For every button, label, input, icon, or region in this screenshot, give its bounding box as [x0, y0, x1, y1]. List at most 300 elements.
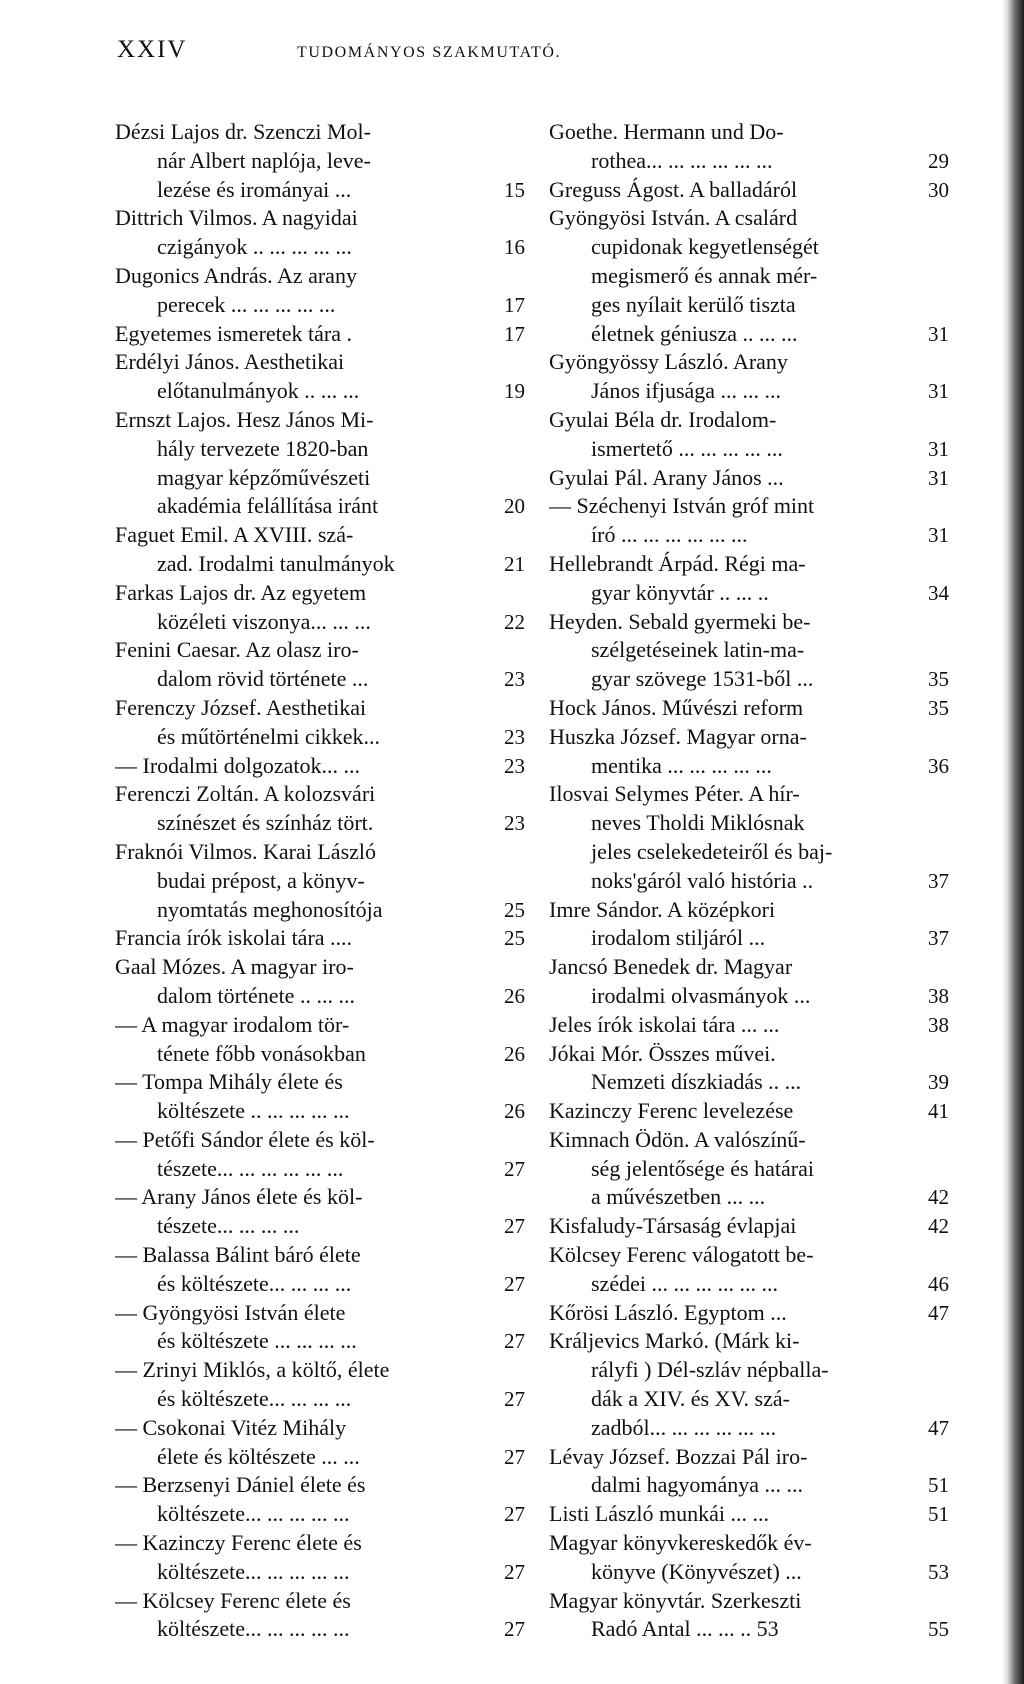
index-entry-text: noks'gáról való história ..	[591, 867, 814, 893]
index-entry-text: Jeles írók iskolai tára ... ...	[549, 1011, 780, 1037]
index-entry-line	[115, 1385, 525, 1414]
index-entry	[549, 118, 949, 176]
index-entry	[115, 924, 525, 953]
page-reference: 19	[504, 379, 525, 404]
index-entry-line	[115, 780, 525, 809]
index-entry	[549, 1097, 949, 1126]
index-entry-line	[549, 636, 949, 665]
page-reference: 51	[928, 1502, 949, 1527]
index-entry-line	[115, 1558, 525, 1587]
index-entry	[549, 492, 949, 550]
index-entry	[115, 1414, 525, 1472]
page-reference: 37	[928, 868, 949, 893]
page-reference: 25	[504, 897, 525, 922]
index-entry-line	[549, 608, 949, 637]
index-entry-line	[115, 1068, 525, 1097]
index-entry-text: Králjevics Markó. (Márk ki-	[549, 1328, 800, 1354]
index-entry	[115, 1068, 525, 1126]
index-entry	[115, 521, 525, 579]
index-entry	[549, 204, 949, 348]
index-entry-text: ség jelentősége és határai	[591, 1155, 814, 1181]
index-entry-text: gyar könyvtár .. ... ..	[591, 579, 769, 605]
index-entry-line	[115, 291, 525, 320]
index-entry	[115, 780, 525, 838]
index-entry-text: költészete... ... ... ... ...	[157, 1501, 350, 1527]
index-entry-text: Hellebrandt Árpád. Régi ma-	[549, 550, 806, 576]
index-entry	[115, 953, 525, 1011]
index-entry-line	[115, 1011, 525, 1040]
index-entry-text: Jancsó Benedek dr. Magyar	[549, 954, 793, 980]
index-entry-text: Hock János. Művészi reform	[549, 694, 804, 720]
index-entry	[115, 320, 525, 349]
index-entry-line	[115, 809, 525, 838]
index-entry-text: magyar képzőművészeti	[157, 464, 371, 490]
page-reference: 31	[928, 523, 949, 548]
index-entry-line	[549, 1040, 949, 1069]
page-reference: 37	[928, 926, 949, 951]
index-entry-text: akadémia felállítása iránt	[157, 493, 379, 519]
index-entry-text: életnek géniusza .. ... ...	[591, 320, 798, 346]
index-entry-line	[115, 377, 525, 406]
index-entry	[115, 694, 525, 752]
page-reference: 46	[928, 1271, 949, 1296]
index-entry-line	[549, 204, 949, 233]
page-reference: 26	[504, 1099, 525, 1124]
page-reference: 23	[504, 811, 525, 836]
index-entry-line	[115, 867, 525, 896]
index-entry-line	[549, 579, 949, 608]
index-entry-text: tészete... ... ... ... ... ...	[157, 1155, 344, 1181]
index-entry	[549, 608, 949, 694]
index-entry-text: megismerő és annak mér-	[591, 262, 818, 288]
index-entry	[549, 1299, 949, 1328]
index-entry-text: — Petőfi Sándor élete és köl-	[115, 1126, 375, 1152]
index-entry-line	[549, 1587, 949, 1616]
index-entry-text: Kölcsey Ferenc válogatott be-	[549, 1242, 814, 1268]
index-entry	[115, 1241, 525, 1299]
index-entry	[115, 838, 525, 924]
index-entry-line	[115, 1471, 525, 1500]
page-reference: 21	[504, 551, 525, 576]
page-reference: 35	[928, 667, 949, 692]
index-entry-text: Magyar könyvkereskedők év-	[549, 1530, 812, 1556]
index-entry-line	[115, 118, 525, 147]
index-entry-line	[115, 982, 525, 1011]
index-column-left	[115, 118, 525, 1644]
index-entry-text: Francia írók iskolai tára ....	[115, 925, 353, 951]
index-entry-line	[115, 1356, 525, 1385]
index-entry-text: nyomtatás meghonosítója	[157, 896, 383, 922]
index-entry-text: Nemzeti díszkiadás .. ...	[591, 1069, 802, 1095]
index-entry-text: színészet és színház tört.	[157, 810, 374, 836]
page-reference: 27	[504, 1214, 525, 1239]
index-entry-line	[549, 118, 949, 147]
page-reference: 25	[504, 926, 525, 951]
index-entry	[549, 1327, 949, 1442]
page-reference: 47	[928, 1300, 949, 1325]
page-reference: 27	[504, 1559, 525, 1584]
index-entry-text: neves Tholdi Miklósnak	[591, 810, 805, 836]
index-entry-line	[115, 1615, 525, 1644]
page-number: XXIV	[117, 36, 188, 63]
index-entry-text: Erdélyi János. Aesthetikai	[115, 349, 345, 375]
index-entry-line	[115, 1414, 525, 1443]
index-entry-line	[549, 1443, 949, 1472]
index-entry-line	[115, 1126, 525, 1155]
index-entry-text: Ferenczi Zoltán. A kolozsvári	[115, 781, 376, 807]
index-entry-text: dalmi hagyománya ... ...	[591, 1472, 804, 1498]
page-reference: 16	[504, 235, 525, 260]
index-entry-text: Ernszt Lajos. Hesz János Mi-	[115, 406, 374, 432]
index-entry-text: Gyöngyösi István. A csalárd	[549, 205, 798, 231]
index-entry	[549, 1126, 949, 1212]
index-entry-line	[115, 1040, 525, 1069]
index-entry-text: Dugonics András. Az arany	[115, 262, 357, 288]
index-entry-text: Ferenczy József. Aesthetikai	[115, 694, 367, 720]
index-entry-text: János ifjusága ... ... ...	[591, 378, 782, 404]
index-entry-text: ges nyílait kerülő tiszta	[591, 291, 796, 317]
index-entry-line	[549, 953, 949, 982]
index-entry-line	[549, 1126, 949, 1155]
index-entry-line	[549, 1270, 949, 1299]
index-entry-text: Kisfaludy-Társaság évlapjai	[549, 1213, 797, 1239]
index-entry-line	[549, 348, 949, 377]
index-entry-line	[549, 867, 949, 896]
index-entry	[549, 406, 949, 464]
index-entry-text: Jókai Mór. Összes művei.	[549, 1040, 776, 1066]
index-entry-text: Ilosvai Selymes Péter. A hír-	[549, 781, 800, 807]
index-entry-text: szédei ... ... ... ... ... ...	[591, 1270, 778, 1296]
index-entry-line	[549, 1471, 949, 1500]
page-reference: 53	[928, 1559, 949, 1584]
index-entry	[115, 752, 525, 781]
page-reference: 51	[928, 1473, 949, 1498]
index-entry	[549, 1500, 949, 1529]
index-entry-line	[549, 1097, 949, 1126]
index-entry	[115, 1529, 525, 1587]
index-entry-line	[115, 1299, 525, 1328]
index-entry-text: dalom története .. ... ...	[157, 982, 355, 1008]
index-entry-text: a művészetben ... ...	[591, 1184, 766, 1210]
index-entry-text: Kőrösi László. Egyptom ...	[549, 1299, 787, 1325]
index-entry-text: — Kölcsey Ferenc élete és	[115, 1587, 351, 1613]
page-reference: 41	[928, 1099, 949, 1124]
index-entry-text: Farkas Lajos dr. Az egyetem	[115, 579, 367, 605]
index-entry-text: dák a XIV. és XV. szá-	[591, 1386, 790, 1412]
index-entry-line	[549, 406, 949, 435]
index-entry-line	[115, 492, 525, 521]
index-entry-text: Gyulai Pál. Arany János ...	[549, 464, 784, 490]
index-entry-text: zadból... ... ... ... ... ...	[591, 1414, 777, 1440]
index-entry	[549, 1529, 949, 1587]
index-entry-line	[549, 1011, 949, 1040]
index-entry-line	[549, 896, 949, 925]
index-entry-text: Lévay József. Bozzai Pál iro-	[549, 1443, 808, 1469]
index-column-right	[549, 118, 949, 1644]
index-entry-line	[115, 723, 525, 752]
index-entry-text: Gyulai Béla dr. Irodalom-	[549, 406, 777, 432]
index-entry	[115, 204, 525, 262]
index-entry	[549, 1443, 949, 1501]
index-entry-line	[115, 1241, 525, 1270]
index-entry-text: czigányok .. ... ... ... ...	[157, 234, 352, 260]
index-entry	[115, 1356, 525, 1414]
index-entry-text: Imre Sándor. A középkori	[549, 896, 776, 922]
page-reference: 27	[504, 1617, 525, 1642]
index-entry-line	[549, 1558, 949, 1587]
index-entry-text: költészete... ... ... ... ...	[157, 1558, 350, 1584]
index-entry-text: költészete .. ... ... ... ...	[157, 1098, 350, 1124]
index-entry-text: — Csokonai Vitéz Mihály	[115, 1414, 347, 1440]
index-entry-line	[549, 723, 949, 752]
index-entry-text: Heyden. Sebald gyermeki be-	[549, 608, 811, 634]
index-entry-line	[549, 550, 949, 579]
index-entry-line	[549, 924, 949, 953]
index-entry-text: irodalmi olvasmányok ...	[591, 982, 811, 1008]
index-entry-text: — Zrinyi Miklós, a költő, élete	[115, 1357, 390, 1383]
page-reference: 27	[504, 1502, 525, 1527]
index-entry-text: Fraknói Vilmos. Karai László	[115, 838, 377, 864]
page-reference: 27	[504, 1271, 525, 1296]
index-entry-text: Radó Antal ... ... .. 53	[591, 1616, 779, 1642]
index-entry-text: költészete... ... ... ... ...	[157, 1616, 350, 1642]
page-reference: 17	[504, 321, 525, 346]
page-reference: 36	[928, 753, 949, 778]
index-entry	[549, 1011, 949, 1040]
index-entry-text: gyar szövege 1531-ből ...	[591, 666, 814, 692]
index-entry	[549, 1587, 949, 1645]
page-reference: 27	[504, 1387, 525, 1412]
index-entry-text: Kimnach Ödön. A valószínű-	[549, 1126, 806, 1152]
index-entry-line	[115, 1529, 525, 1558]
page-reference: 27	[504, 1156, 525, 1181]
page-reference: 47	[928, 1415, 949, 1440]
index-entry-line	[115, 435, 525, 464]
index-entry-line	[115, 665, 525, 694]
index-entry-line	[549, 1241, 949, 1270]
page-reference: 27	[504, 1444, 525, 1469]
index-entry	[115, 1299, 525, 1357]
index-entry-line	[549, 982, 949, 1011]
index-entry	[549, 896, 949, 954]
index-entry-text: Goethe. Hermann und Do-	[549, 119, 784, 144]
index-entry-line	[115, 464, 525, 493]
page-reference: 23	[504, 753, 525, 778]
page-reference: 42	[928, 1185, 949, 1210]
index-entry-text: — A magyar irodalom tör-	[115, 1011, 350, 1037]
index-entry-line	[115, 204, 525, 233]
index-entry-text: — Irodalmi dolgozatok... ...	[115, 752, 361, 778]
index-entry-text: — Arany János élete és köl-	[115, 1184, 363, 1210]
index-entry	[549, 953, 949, 1011]
index-entry-text: tészete... ... ... ...	[157, 1213, 300, 1239]
index-entry-line	[115, 550, 525, 579]
index-entry-line	[549, 1529, 949, 1558]
index-entry-line	[115, 953, 525, 982]
index-entry-line	[115, 1327, 525, 1356]
index-entry-text: Egyetemes ismeretek tára .	[115, 320, 353, 346]
index-entry-text: Faguet Emil. A XVIII. szá-	[115, 522, 354, 548]
index-entry-text: közéleti viszonya... ... ...	[157, 608, 371, 634]
index-entry-text: — Széchenyi István gróf mint	[549, 493, 815, 519]
index-entry-text: mentika ... ... ... ... ...	[591, 752, 772, 778]
index-entry-line	[115, 752, 525, 781]
index-entry-line	[549, 1183, 949, 1212]
index-entry-line	[549, 809, 949, 838]
index-entry-text: — Tompa Mihály élete és	[115, 1069, 343, 1095]
index-entry-line	[115, 1443, 525, 1472]
index-entry-text: író ... ... ... ... ... ...	[591, 522, 748, 548]
index-entry-line	[115, 406, 525, 435]
index-entry-text: — Kazinczy Ferenc élete és	[115, 1530, 362, 1556]
page-reference: 31	[928, 379, 949, 404]
index-entry-line	[549, 1327, 949, 1356]
index-entry-line	[549, 694, 949, 723]
index-entry-line	[115, 1183, 525, 1212]
index-entry-line	[115, 176, 525, 205]
index-entry	[115, 118, 525, 204]
page-reference: 31	[928, 321, 949, 346]
index-entry-text: perecek ... ... ... ... ...	[157, 291, 336, 317]
index-entry	[115, 262, 525, 320]
index-entry-text: rályfi ) Dél-szláv népballa-	[591, 1357, 829, 1383]
index-entry-line	[549, 492, 949, 521]
index-entry-text: nár Albert naplója, leve-	[157, 147, 371, 173]
index-entry-line	[115, 348, 525, 377]
index-entry-text: Huszka József. Magyar orna-	[549, 723, 807, 749]
page-reference: 26	[504, 1041, 525, 1066]
index-entry	[549, 464, 949, 493]
index-entry-line	[549, 780, 949, 809]
index-entry-text: szélgetéseinek latin-ma-	[591, 637, 805, 663]
index-entry-text: — Gyöngyösi István élete	[115, 1299, 346, 1325]
index-entry-line	[549, 435, 949, 464]
index-entry-line	[115, 1097, 525, 1126]
index-entry-line	[549, 262, 949, 291]
index-entry-text: könyve (Könyvészet) ...	[591, 1558, 802, 1584]
index-entry-line	[115, 838, 525, 867]
page-reference: 23	[504, 667, 525, 692]
index-entry-text: zad. Irodalmi tanulmányok	[157, 550, 395, 576]
page-reference: 55	[928, 1617, 949, 1642]
index-entry	[549, 1212, 949, 1241]
index-entry-line	[549, 1299, 949, 1328]
page-reference: 15	[504, 177, 525, 202]
index-entry-text: és költészete... ... ... ...	[157, 1386, 352, 1412]
index-entry-line	[549, 752, 949, 781]
index-entry-line	[115, 636, 525, 665]
index-entry-line	[549, 1500, 949, 1529]
index-entry-text: budai prépost, a könyv-	[157, 867, 365, 893]
page-reference: 31	[928, 465, 949, 490]
index-entry-line	[549, 377, 949, 406]
page-reference: 42	[928, 1214, 949, 1239]
index-entry-line	[115, 1587, 525, 1616]
index-entry-text: és költészete ... ... ... ...	[157, 1328, 357, 1354]
index-entry-line	[549, 665, 949, 694]
index-entry-line	[549, 464, 949, 493]
page-reference: 23	[504, 724, 525, 749]
index-entry	[549, 723, 949, 781]
index-entry-text: jeles cselekedeteiről és baj-	[591, 838, 833, 864]
index-entry-text: rothea... ... ... ... ... ...	[591, 147, 773, 173]
index-entry-text: hály tervezete 1820-ban	[157, 435, 369, 461]
index-entry-line	[115, 233, 525, 262]
index-entry-text: — Balassa Bálint báró élete	[115, 1242, 361, 1268]
index-entry	[115, 1471, 525, 1529]
index-entry	[549, 1040, 949, 1098]
index-entry	[549, 1241, 949, 1299]
page-reference: 31	[928, 436, 949, 461]
index-entry-text: Gaal Mózes. A magyar iro-	[115, 954, 354, 980]
index-entry	[549, 550, 949, 608]
index-entry	[115, 348, 525, 406]
index-entry-line	[115, 147, 525, 176]
index-entry	[115, 1126, 525, 1184]
index-entry-line	[549, 1414, 949, 1443]
page-reference: 38	[928, 1012, 949, 1037]
index-entry	[115, 406, 525, 521]
index-entry	[115, 636, 525, 694]
index-entry-line	[115, 1500, 525, 1529]
index-entry-line	[115, 1212, 525, 1241]
index-entry-line	[549, 1385, 949, 1414]
page-reference: 17	[504, 292, 525, 317]
index-entry	[115, 1011, 525, 1069]
index-entry-line	[549, 1212, 949, 1241]
page-edge-shadow	[1002, 0, 1024, 1684]
index-entry-text: — Berzsenyi Dániel élete és	[115, 1472, 366, 1498]
index-entry-text: ismertető ... ... ... ... ...	[591, 435, 783, 461]
running-title: TUDOMÁNYOS SZAKMUTATÓ.	[297, 44, 562, 61]
page-reference: 35	[928, 695, 949, 720]
index-entry-line	[115, 1270, 525, 1299]
page-reference: 30	[928, 177, 949, 202]
index-entry-text: lezése és irományai ...	[157, 176, 352, 202]
index-entry-text: irodalom stiljáról ...	[591, 925, 766, 951]
index-entry	[549, 176, 949, 205]
index-entry-line	[115, 694, 525, 723]
index-entry-line	[549, 320, 949, 349]
page-reference: 20	[504, 494, 525, 519]
index-entry-text: és költészete... ... ... ...	[157, 1270, 352, 1296]
index-entry-line	[549, 1068, 949, 1097]
index-entry-line	[115, 896, 525, 925]
index-entry	[115, 1587, 525, 1645]
index-entry-line	[115, 1155, 525, 1184]
page-reference: 34	[928, 580, 949, 605]
index-entry-line	[115, 521, 525, 550]
index-entry-text: előtanulmányok .. ... ...	[157, 378, 360, 404]
index-entry-text: Listi László munkái ... ...	[549, 1501, 769, 1527]
index-entry-text: Kazinczy Ferenc levelezése	[549, 1098, 794, 1124]
page-reference: 38	[928, 983, 949, 1008]
index-entry-text: dalom rövid története ...	[157, 666, 369, 692]
index-entry-line	[115, 579, 525, 608]
index-entry-line	[549, 838, 949, 867]
index-entry-line	[549, 1356, 949, 1385]
page-reference: 39	[928, 1070, 949, 1095]
index-entry-text: élete és költészete ... ...	[157, 1443, 360, 1469]
index-entry-line	[115, 262, 525, 291]
index-entry	[115, 579, 525, 637]
index-entry-line	[549, 176, 949, 205]
index-entry-line	[115, 320, 525, 349]
index-entry	[115, 1183, 525, 1241]
index-entry-line	[549, 233, 949, 262]
index-entry	[549, 694, 949, 723]
index-entry-line	[549, 521, 949, 550]
